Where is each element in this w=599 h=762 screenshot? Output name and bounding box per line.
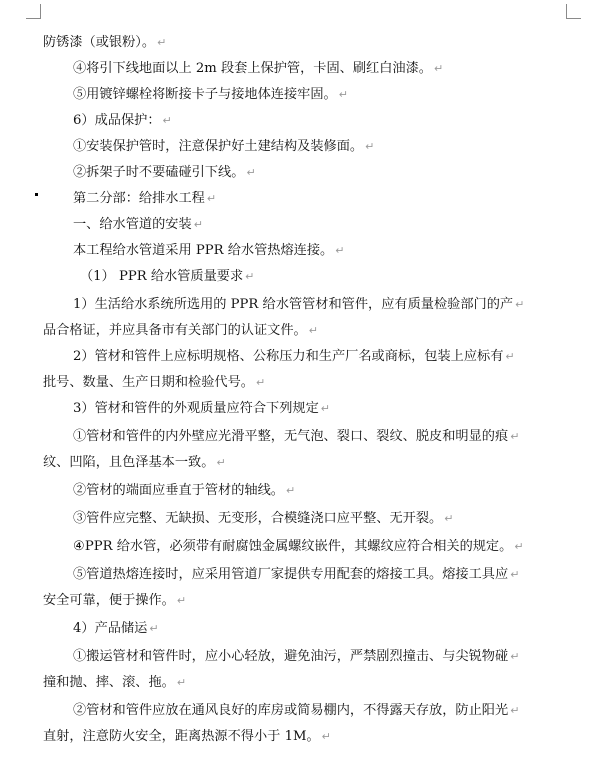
- paragraph-line: [73, 87, 348, 103]
- paragraph-mark-icon: ↵: [162, 114, 172, 127]
- paragraph-mark-icon: ↵: [510, 704, 520, 717]
- paragraph-mark-icon: ↵: [256, 376, 266, 389]
- paragraph-mark-icon: ↵: [245, 270, 255, 283]
- paragraph-mark-icon: ↵: [176, 676, 187, 689]
- paragraph-line: [43, 323, 318, 339]
- paragraph-line: [73, 297, 524, 313]
- paragraph-mark-icon: ↵: [216, 456, 226, 469]
- paragraph-mark-icon: ↵: [433, 62, 444, 75]
- paragraph-mark-icon: ↵: [514, 540, 524, 553]
- paragraph-line: [43, 375, 265, 391]
- line-text: ④PPR 给水管，必须带有耐腐蚀金属螺纹嵌件，其螺纹应符合相关的规定。: [73, 539, 513, 554]
- line-text: 安全可靠，便于操作。: [43, 593, 175, 608]
- paragraph-line: [73, 511, 453, 527]
- paragraph-line: [73, 139, 374, 155]
- paragraph-mark-icon: ↵: [505, 350, 515, 363]
- paragraph-line: [73, 567, 519, 583]
- paragraph-line: [73, 349, 515, 365]
- paragraph-mark-icon: ↵: [338, 88, 348, 101]
- paragraph-mark-icon: ↵: [157, 36, 167, 49]
- line-text: 本工程给水管道采用 PPR 给水管热熔连接。: [73, 243, 334, 258]
- paragraph-line: [43, 593, 186, 609]
- page-corner-mark-top-left: [26, 4, 41, 19]
- paragraph-line: [43, 675, 186, 691]
- paragraph-line: [43, 35, 166, 51]
- line-text: ④将引下线地面以上 2m 段套上保护管，卡固、刷红白油漆。: [73, 61, 432, 76]
- paragraph-line: [73, 165, 256, 181]
- paragraph-line: [43, 455, 226, 471]
- paragraph-mark-icon: ↵: [510, 568, 520, 581]
- paragraph-mark-icon: ↵: [286, 484, 296, 497]
- line-text: 6）成品保护：: [73, 113, 161, 128]
- line-text: 直射，注意防火安全，距离热源不得小于 1M。: [43, 729, 320, 744]
- line-text: 第二分部：给排水工程: [73, 191, 205, 206]
- line-text: ①搬运管材和管件时，应小心轻放，避免油污，严禁剧烈撞击、与尖锐物碰: [73, 649, 509, 664]
- line-text: 2）管材和管件上应标明规格、公称压力和生产厂名或商标，包装上应标有: [73, 349, 504, 364]
- paragraph-line: [73, 243, 344, 259]
- paragraph-mark-icon: ↵: [365, 140, 375, 153]
- line-text: 4）产品储运: [73, 621, 148, 636]
- line-text: ①管材和管件的内外壁应光滑平整，无气泡、裂口、裂纹、脱皮和明显的痕: [73, 429, 509, 444]
- paragraph-mark-icon: ↵: [510, 650, 520, 663]
- paragraph-mark-icon: ↵: [444, 512, 454, 525]
- line-text: ①安装保护管时，注意保护好土建结构及装修面。: [73, 139, 364, 154]
- line-text: 纹、凹陷，且色泽基本一致。: [43, 455, 215, 470]
- paragraph-line: [73, 401, 330, 417]
- line-text: 一、给水管道的安装: [73, 217, 192, 232]
- paragraph-mark-icon: ↵: [149, 622, 159, 635]
- paragraph-mark-icon: ↵: [246, 166, 256, 179]
- line-text: ⑤用镀锌螺栓将断接卡子与接地体连接牢固。: [73, 87, 337, 102]
- paragraph-line: [80, 269, 254, 285]
- paragraph-line: [73, 217, 203, 233]
- paragraph-mark-icon: ↵: [515, 298, 525, 311]
- list-bullet-marker: [35, 193, 38, 196]
- paragraph-line: [73, 61, 443, 77]
- paragraph-line: [73, 429, 519, 445]
- line-text: 批号、数量、生产日期和检验代号。: [43, 375, 254, 390]
- paragraph-mark-icon: ↵: [308, 324, 318, 337]
- paragraph-line: [73, 621, 159, 637]
- line-text: 撞和抛、摔、滚、拖。: [43, 675, 175, 690]
- paragraph-line: [73, 703, 519, 719]
- paragraph-mark-icon: ↵: [335, 244, 345, 257]
- paragraph-mark-icon: ↵: [321, 730, 331, 743]
- paragraph-line: [43, 729, 331, 745]
- paragraph-line: [73, 649, 519, 665]
- paragraph-line: [73, 113, 172, 129]
- line-text: ③管件应完整、无缺损、无变形，合模缝浇口应平整、无开裂。: [73, 511, 443, 526]
- line-text: 品合格证，并应具备市有关部门的认证文件。: [43, 323, 307, 338]
- line-text: ②拆架子时不要磕碰引下线。: [73, 165, 245, 180]
- line-text: 3）管材和管件的外观质量应符合下列规定: [73, 401, 319, 416]
- line-text: ②管材和管件应放在通风良好的库房或简易棚内，不得露天存放，防止阳光: [73, 703, 509, 718]
- paragraph-mark-icon: ↵: [510, 430, 520, 443]
- line-text: 防锈漆（或银粉）。: [43, 35, 156, 50]
- paragraph-mark-icon: ↵: [206, 192, 217, 205]
- line-text: ⑤管道热熔连接时，应采用管道厂家提供专用配套的熔接工具。熔接工具应: [73, 567, 509, 582]
- paragraph-line: [73, 191, 216, 207]
- paragraph-mark-icon: ↵: [193, 218, 203, 231]
- page-corner-mark-top-right: [566, 4, 581, 19]
- line-text: 1）生活给水系统所选用的 PPR 给水管管材和管件，应有质量检验部门的产: [73, 297, 514, 312]
- line-text: （1） PPR 给水管质量要求: [80, 269, 244, 284]
- line-text: ②管材的端面应垂直于管材的轴线。: [73, 483, 284, 498]
- paragraph-line: [73, 539, 524, 555]
- paragraph-line: [73, 483, 295, 499]
- paragraph-mark-icon: ↵: [176, 594, 187, 607]
- paragraph-mark-icon: ↵: [320, 402, 330, 415]
